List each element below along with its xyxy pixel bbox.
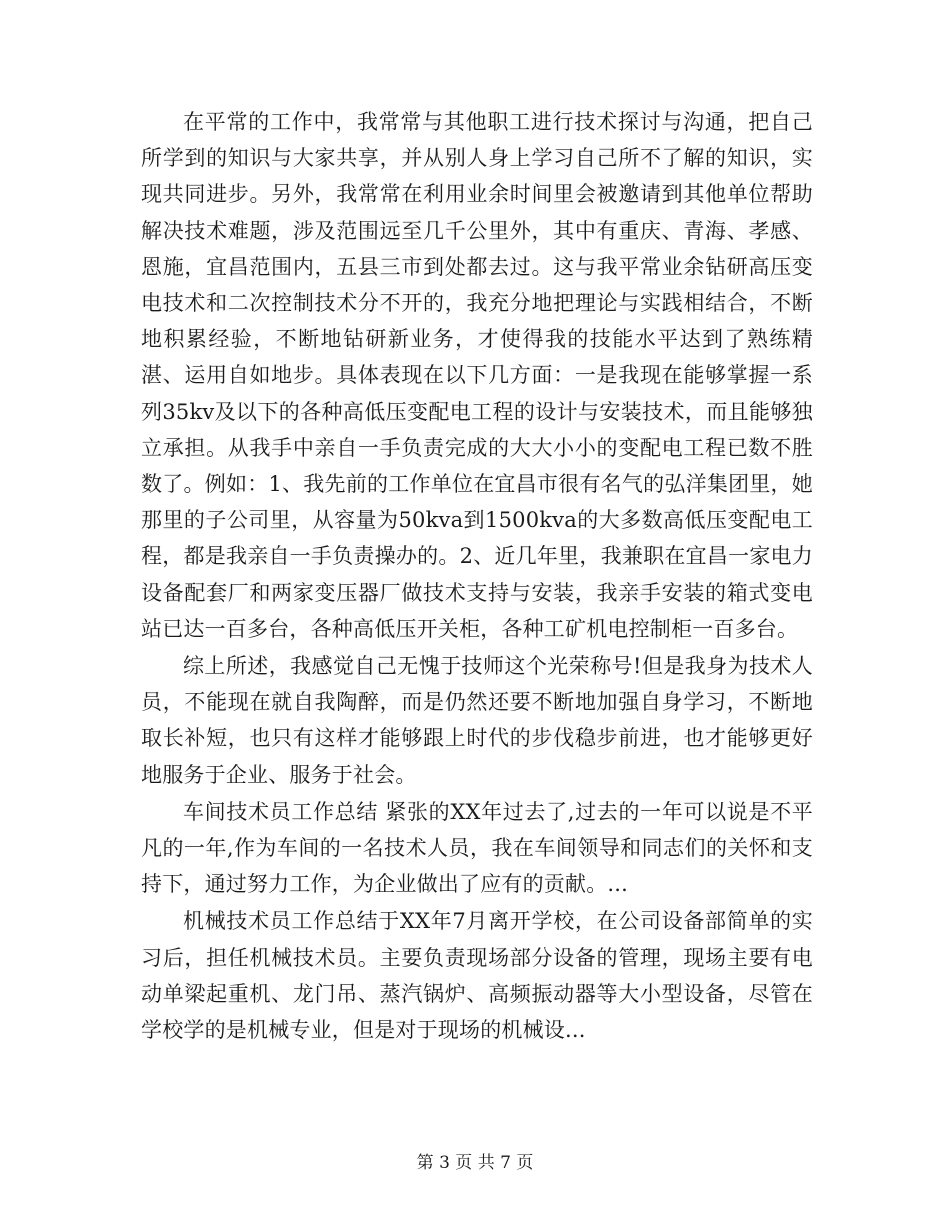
paragraph-summary: 综上所述，我感觉自己无愧于技师这个光荣称号!但是我身为技术人员，不能现在就自我陶醉，而是仍然还要不断地加强自身学习，不断地取长补短，也只有这样才能够跟上时代的步伐稳步前进，也才能够更好地服务于企业、服务于社会。 [141,654,813,787]
paragraph-workshop-technician: 车间技术员工作总结 紧张的XX年过去了,过去的一年可以说是不平凡的一年,作为车间的一名技术人员，我在车间领导和同志们的关怀和支持下，通过努力工作，为企业做出了应有的贡献。... [141,799,813,897]
document-body [141,104,813,1048]
paragraph-technical-experience: 在平常的工作中，我常常与其他职工进行技术探讨与沟通，把自己所学到的知识与大家共享，并从别人身上学习自己所不了解的知识，实现共同进步。另外，我常常在利用业余时间里会被邀请到其他单位帮助解决技术难题，涉及范围远至几千公里外，其中有重庆、青海、孝感、恩施，宜昌范围内，五县三市到处都去过。这与我平常业余钻研高压变电技术和二次控制技术分不开的，我充分地把理论与实践相结合，不断地积累经验，不断地钻研新业务，才使得我的技能水平达到了熟练精湛、运用自如地步。具体表现在以下几方面：一是我现在能够掌握一系列35kv及以下的各种高低压变配电工程的设计与安装技术，而且能够独立承担。从我手中亲自一手负责完成的大大小小的变配电工程已数不胜数了。例如：1、我先前的工作单位在宜昌市很有名气的弘洋集团里，她那里的子公司里，从容量为50kva到1500kva的大多数高低压变配电工程，都是我亲自一手负责操办的。2、近几年里，我兼职在宜昌一家电力设备配套厂和两家变压器厂做技术支持与安装，我亲手安装的箱式变电站已达一百多台，各种高低压开关柜，各种工矿机电控制柜一百多台。 [141,110,813,641]
paragraph-mechanical-technician: 机械技术员工作总结于XX年7月离开学校，在公司设备部简单的实习后，担任机械技术员。主要负责现场部分设备的管理，现场主要有电动单梁起重机、龙门吊、蒸汽锅炉、高频振动器等大小型设备，尽管在学校学的是机械专业，但是对于现场的机械设... [141,909,813,1043]
page-number-footer: 第 3 页 共 7 页 [416,1153,534,1173]
